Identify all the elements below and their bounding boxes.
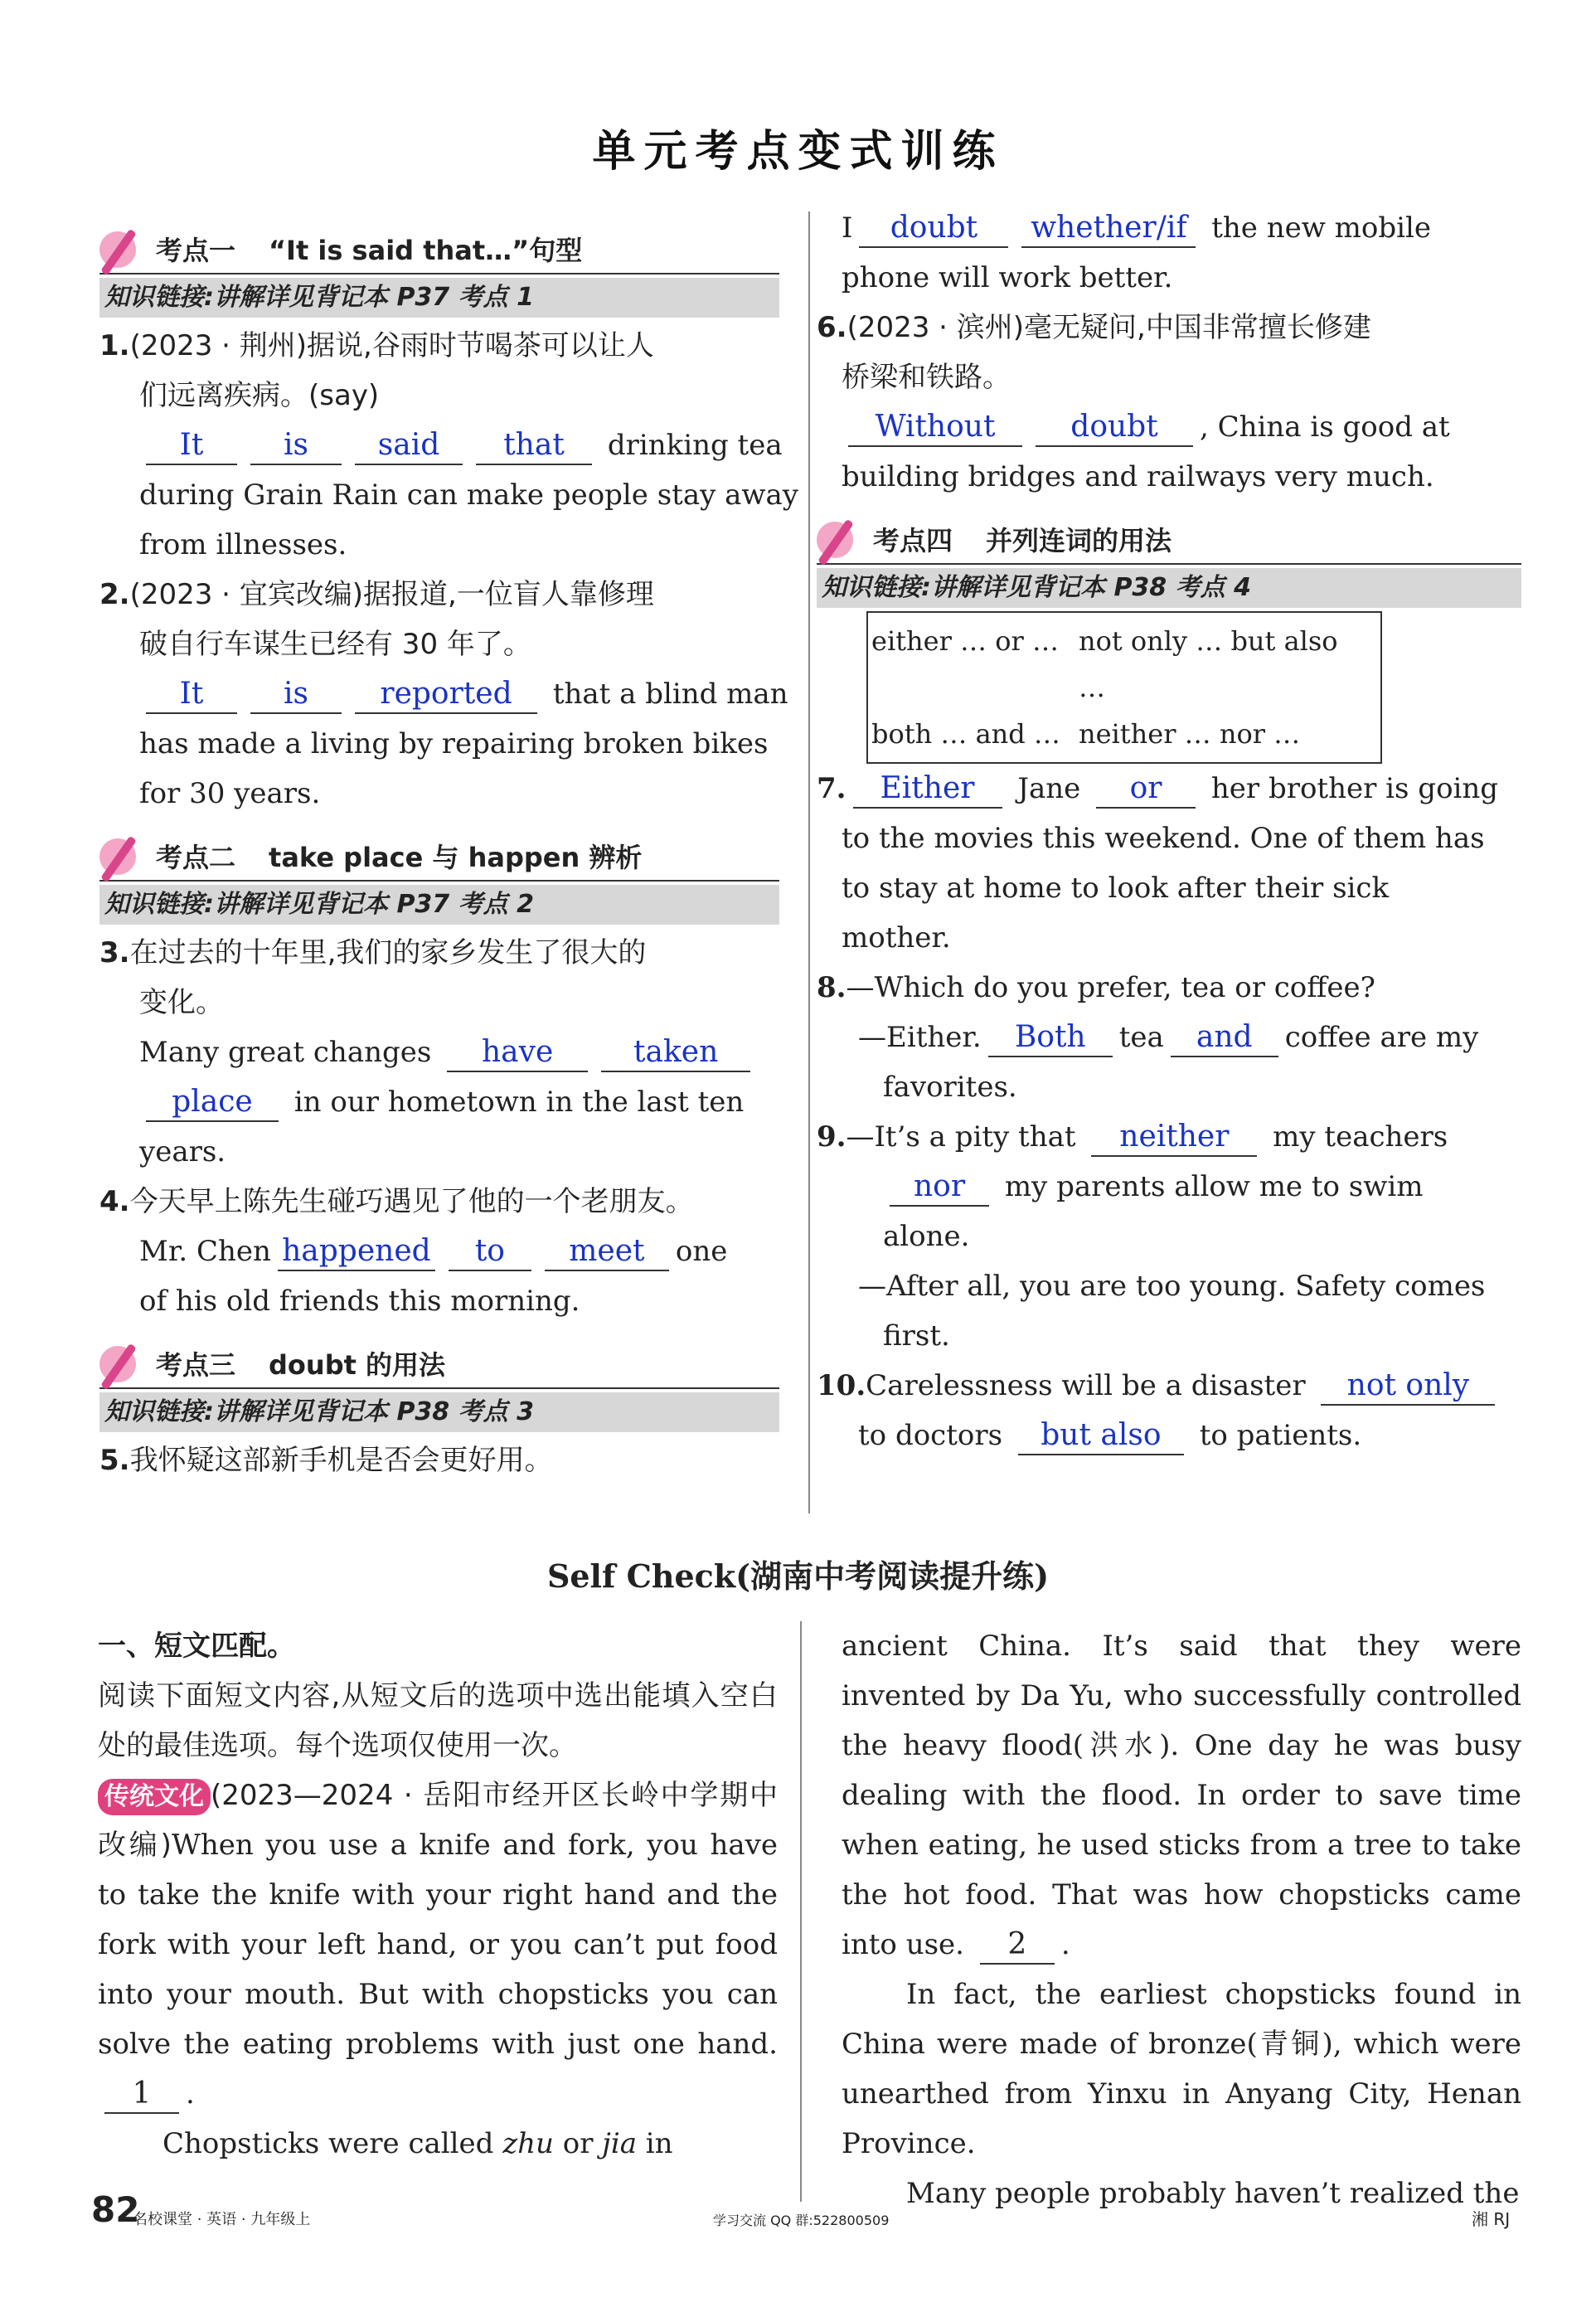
- question-prompt: (2023 · 荆州)据说,谷雨时节喝茶可以让人: [129, 329, 654, 362]
- question-number: 4.: [99, 1185, 130, 1218]
- question-text: —Which do you prefer, tea or coffee?: [846, 971, 1375, 1004]
- question-7: [817, 764, 1521, 963]
- question-text: of his old friends this morning.: [139, 1285, 580, 1318]
- question-text: to stay at home to look after their sick: [842, 872, 1390, 905]
- question-text: building bridges and railways very much.: [842, 460, 1434, 493]
- section-topic: “It is said that…”句型: [269, 235, 583, 266]
- question-text: favorites.: [883, 1071, 1017, 1104]
- question-text: the new mobile: [1211, 211, 1432, 245]
- answer-blank[interactable]: neither: [1091, 1119, 1257, 1157]
- question-prompt: 变化。: [139, 986, 224, 1019]
- conjunction: not only … but also …: [1079, 625, 1338, 703]
- edition: 湘 RJ: [1472, 2209, 1511, 2229]
- question-text: Jane: [1017, 772, 1081, 805]
- answer-blank[interactable]: reported: [355, 676, 537, 714]
- conjunction: neither … nor …: [1079, 718, 1301, 750]
- question-10: [817, 1361, 1521, 1460]
- section-header-1: [99, 218, 779, 274]
- question-text: my parents allow me to swim: [1004, 1170, 1424, 1203]
- answer-blank[interactable]: or: [1096, 770, 1196, 809]
- book-title: 名校课堂 · 英语 · 九年级上: [133, 2211, 311, 2228]
- reading-word: zhu: [502, 2127, 554, 2160]
- column-divider: [800, 1621, 802, 2202]
- section-topic: take place 与 happen 辨析: [269, 842, 643, 873]
- question-text: Many great changes: [139, 1036, 432, 1069]
- question-text: has made a living by repairing broken bikes: [139, 727, 769, 760]
- section-header-2: [99, 825, 779, 882]
- section-topic: 并列连词的用法: [986, 525, 1172, 556]
- knowledge-link: 知识链接:讲解详见背记本 P38 考点 3: [99, 1392, 779, 1432]
- question-text: in our hometown in the last ten: [293, 1086, 745, 1119]
- pen-icon: [99, 833, 153, 880]
- answer-blank[interactable]: not only: [1321, 1367, 1495, 1406]
- question-text: tea: [1118, 1021, 1164, 1054]
- reading-instructions: 阅读下面短文内容,从短文后的选项中选出能填入空白处的最佳选项。每个选项仅使用一次。: [98, 1679, 778, 1762]
- reading-paragraph: Chopsticks were called: [163, 2127, 494, 2160]
- question-prompt: 桥梁和铁路。: [842, 361, 1011, 394]
- section-label: 考点三: [156, 1349, 236, 1381]
- section-topic: doubt 的用法: [269, 1349, 446, 1381]
- reading-word: or: [562, 2127, 594, 2160]
- reading-right: ancient China. It’s said that they were invented by Da Yu, who successfully controlled the heavy flood(洪水). One day he was busy dealing with the flood. In order to save time when eating, he used sticks from a tree to take the hot food. That was how chopsticks came into use. 2 . In fact, the earliest chopsticks found in China were made of bronze(青铜), which were unearthed from Yinxu in Anyang City, Henan Province. Many people probably haven’t realized the: [842, 1621, 1521, 2218]
- knowledge-link: 知识链接:讲解详见背记本 P37 考点 1: [99, 278, 779, 318]
- reading-word: in: [645, 2127, 673, 2160]
- question-number: 9.: [817, 1120, 847, 1154]
- page-number: 82: [91, 2189, 140, 2230]
- question-text: —After all, you are too young. Safety comes: [858, 1270, 1486, 1303]
- section-label: 考点四: [873, 525, 953, 556]
- question-6: [817, 303, 1521, 502]
- answer-blank[interactable]: is: [250, 676, 342, 714]
- conjunction: either … or …: [871, 625, 1059, 657]
- question-number: 5.: [99, 1444, 130, 1477]
- question-prompt: (2023 · 宜宾改编)据报道,一位盲人靠修理: [129, 578, 654, 611]
- question-text: Mr. Chen: [139, 1235, 271, 1268]
- question-text: first.: [883, 1319, 950, 1353]
- question-text: —Either.: [858, 1021, 982, 1054]
- answer-blank[interactable]: whether/if: [1021, 210, 1196, 248]
- answer-blank[interactable]: said: [355, 427, 463, 465]
- pen-icon: [99, 1341, 153, 1387]
- question-3: [99, 928, 779, 1177]
- question-text: to patients.: [1199, 1419, 1362, 1452]
- conjunction: both … and …: [871, 718, 1060, 750]
- answer-blank[interactable]: but also: [1018, 1417, 1184, 1455]
- answer-blank[interactable]: happened: [278, 1233, 435, 1271]
- question-text: that a blind man: [552, 678, 788, 711]
- question-number: 10.: [817, 1369, 866, 1402]
- question-1: [99, 321, 798, 570]
- question-prompt: 我怀疑这部新手机是否会更好用。: [129, 1444, 553, 1477]
- pen-icon: [99, 226, 153, 273]
- answer-blank[interactable]: 2: [980, 1926, 1055, 1965]
- question-text: to the movies this weekend. One of them has: [842, 822, 1485, 855]
- answer-blank[interactable]: that: [476, 427, 592, 465]
- question-prompt: 破自行车谋生已经有 30 年了。: [139, 628, 531, 661]
- question-text: alone.: [883, 1220, 970, 1253]
- answer-blank[interactable]: have: [447, 1034, 588, 1072]
- self-check-heading: Self Check(湖南中考阅读提升练): [546, 1557, 1050, 1595]
- question-number: 3.: [99, 936, 130, 969]
- question-text: phone will work better.: [842, 261, 1173, 294]
- question-text: my teachers: [1273, 1120, 1448, 1154]
- answer-blank[interactable]: taken: [601, 1034, 750, 1072]
- question-text: to doctors: [858, 1419, 1003, 1452]
- answer-blank[interactable]: place: [146, 1084, 279, 1122]
- question-number: 8.: [817, 971, 847, 1004]
- question-text: years.: [139, 1135, 226, 1168]
- section-header-4: [817, 508, 1521, 565]
- column-divider: [808, 211, 810, 1513]
- question-number: 7.: [817, 772, 847, 805]
- reading-paragraph: Many people probably haven’t realized the: [906, 2177, 1520, 2210]
- reading-paragraph: ancient China. It’s said that they were invented by Da Yu, who successfully controlled the heavy flood(洪水). One day he was busy dealing with the flood. In order to save time when eating, he used sticks from a tree to take the hot food. That was how chopsticks came into use.: [842, 1630, 1521, 1961]
- question-text: mother.: [842, 921, 951, 955]
- question-text: during Grain Rain can make people stay away: [139, 478, 798, 512]
- answer-blank[interactable]: Either: [853, 770, 1002, 809]
- traditional-culture-badge: 传统文化: [98, 1779, 211, 1815]
- question-prompt: (2023 · 滨州)毫无疑问,中国非常擅长修建: [847, 311, 1371, 344]
- pen-icon: [817, 517, 870, 563]
- reading-word: jia: [602, 2127, 637, 2160]
- qq-group: 学习交流 QQ 群:522800509: [713, 2213, 890, 2228]
- question-text: , China is good at: [1200, 410, 1450, 444]
- answer-blank[interactable]: It: [146, 427, 237, 465]
- answer-blank[interactable]: is: [250, 427, 342, 465]
- question-text: I: [842, 211, 853, 245]
- question-number: 1.: [99, 329, 130, 362]
- question-text: —It’s a pity that: [846, 1120, 1076, 1154]
- question-text: one: [675, 1235, 728, 1268]
- knowledge-link: 知识链接:讲解详见背记本 P37 考点 2: [99, 885, 779, 925]
- right-column: [817, 203, 1521, 1460]
- page-title: 单元考点变式训练: [592, 127, 1004, 177]
- question-prompt: 今天早上陈先生碰巧遇见了他的一个老朋友。: [129, 1185, 694, 1218]
- question-4: [99, 1177, 779, 1326]
- left-column: [99, 211, 798, 1485]
- question-text: for 30 years.: [139, 777, 321, 810]
- question-number: 6.: [817, 311, 847, 344]
- reading-source: (2023—2024 · 岳阳市经开区长岭中学期中改编): [98, 1779, 778, 1862]
- question-text: her brother is going: [1210, 772, 1499, 805]
- answer-blank[interactable]: and: [1171, 1019, 1278, 1057]
- section-label: 考点一: [156, 235, 236, 266]
- question-text: coffee are my: [1284, 1021, 1479, 1054]
- reading-left: 一、短文匹配。 阅读下面短文内容,从短文后的选项中选出能填入空白处的最佳选项。每个选项仅使用一次。 传统文化 (2023—2024 · 岳阳市经开区长岭中学期中改编)When you use a knife and fork, you have to take the knife with your right hand and the fork with your left hand, or you can’t put food into your mouth. But with chopsticks you can solve the eating problems with just one hand.1 . Chopsticks were called zhu or jia in: [98, 1621, 778, 2169]
- answer-blank[interactable]: doubt: [1036, 409, 1193, 447]
- reading-paragraph: When you use a knife and fork, you have to take the knife with your right hand and the fork with your left hand, or you can’t put food into your mouth. But with chopsticks you can solve the eating problems with just one hand.: [98, 1829, 779, 2061]
- question-5: [99, 1435, 779, 1485]
- reading-paragraph: In fact, the earliest chopsticks found in China were made of bronze(青铜), which were unearthed from Yinxu in Anyang City, Henan Province.: [842, 1978, 1521, 2160]
- answer-blank[interactable]: nor: [890, 1168, 989, 1207]
- question-prompt: 在过去的十年里,我们的家乡发生了很大的: [129, 936, 647, 969]
- section-header-3: [99, 1333, 779, 1389]
- answer-blank[interactable]: 1: [104, 2076, 179, 2114]
- question-text: from illnesses.: [139, 528, 347, 561]
- reading-part-title: 一、短文匹配。: [98, 1630, 295, 1663]
- answer-blank[interactable]: It: [146, 676, 237, 714]
- answer-blank[interactable]: Both: [988, 1019, 1113, 1057]
- conjunction-box: [866, 611, 1382, 764]
- answer-blank[interactable]: Without: [848, 409, 1022, 447]
- question-number: 2.: [99, 578, 130, 611]
- question-8: [817, 963, 1521, 1112]
- question-prompt: 们远离疾病。(say): [139, 379, 380, 412]
- question-2: [99, 570, 788, 819]
- answer-blank[interactable]: meet: [545, 1233, 669, 1271]
- answer-blank[interactable]: doubt: [859, 210, 1008, 248]
- question-text: Carelessness will be a disaster: [866, 1369, 1306, 1402]
- question-text: drinking tea: [607, 429, 783, 462]
- answer-blank[interactable]: to: [449, 1233, 531, 1271]
- section-label: 考点二: [156, 842, 236, 873]
- question-9: [817, 1112, 1521, 1361]
- knowledge-link: 知识链接:讲解详见背记本 P38 考点 4: [817, 568, 1521, 608]
